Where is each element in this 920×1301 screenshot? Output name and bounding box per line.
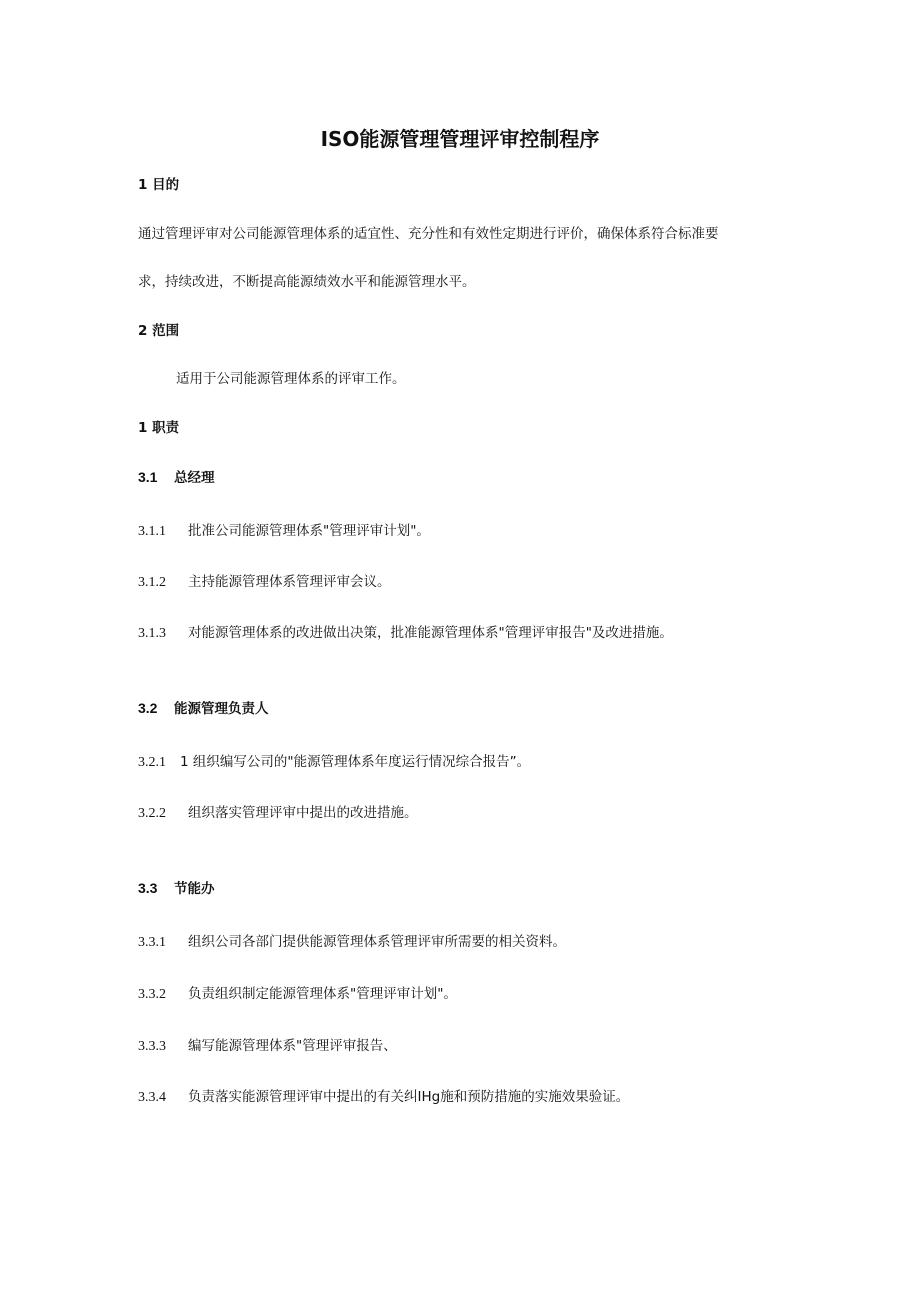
list-item	[138, 521, 430, 542]
item-number: 3.3.4	[138, 1090, 166, 1105]
document-title: ISO能源管理管理评审控制程序	[320, 127, 600, 151]
subsection-heading-energy-office	[138, 878, 215, 899]
list-item	[138, 984, 457, 1005]
subsection-number: 3.2	[138, 700, 158, 716]
scope-text: 适用于公司能源管理体系的评审工作。	[176, 371, 406, 387]
item-text: 组织落实管理评审中提出的改进措施。	[188, 805, 418, 821]
section-heading-scope: 2 范围	[138, 323, 180, 339]
section-heading-responsibilities: 1 职责	[138, 420, 180, 436]
list-item	[138, 572, 391, 593]
list-item	[138, 932, 566, 953]
item-text: 负责落实能源管理评审中提出的有关纠IHg施和预防措施的实施效果验证。	[188, 1089, 630, 1105]
list-item	[138, 623, 673, 644]
item-text: 1 组织编写公司的"能源管理体系年度运行情况综合报告”。	[180, 754, 531, 770]
subsection-title: 节能办	[174, 881, 215, 897]
subsection-heading-gm	[138, 467, 215, 488]
subsection-title: 总经理	[174, 470, 215, 486]
list-item	[138, 1036, 397, 1057]
subsection-number: 3.3	[138, 880, 158, 896]
item-text: 负责组织制定能源管理体系"管理评审计划"。	[188, 986, 457, 1002]
item-text: 主持能源管理体系管理评审会议。	[188, 574, 391, 590]
section-heading-purpose: 1 目的	[138, 177, 180, 193]
item-number: 3.1.1	[138, 524, 166, 539]
item-number: 3.1.2	[138, 575, 166, 590]
list-item	[138, 803, 418, 824]
item-number: 3.3.1	[138, 935, 166, 950]
item-text: 编写能源管理体系"管理评审报告、	[188, 1038, 397, 1054]
purpose-text-line-2: 求，持续改进，不断提高能源绩效水平和能源管理水平。	[138, 274, 476, 290]
item-number: 3.1.3	[138, 626, 166, 641]
subsection-heading-energy-manager	[138, 698, 269, 719]
purpose-text-line-1: 通过管理评审对公司能源管理体系的适宜性、充分性和有效性定期进行评价，确保体系符合标准要	[138, 226, 719, 242]
list-item	[138, 752, 530, 773]
item-number: 3.2.2	[138, 806, 166, 821]
item-number: 3.3.3	[138, 1039, 166, 1054]
item-text: 组织公司各部门提供能源管理体系管理评审所需要的相关资料。	[188, 934, 566, 950]
list-item	[138, 1087, 629, 1108]
subsection-title: 能源管理负责人	[174, 701, 269, 717]
item-number: 3.3.2	[138, 987, 166, 1002]
item-text: 批准公司能源管理体系"管理评审计划"。	[188, 523, 430, 539]
subsection-number: 3.1	[138, 469, 158, 485]
item-number: 3.2.1	[138, 755, 166, 770]
item-text: 对能源管理体系的改进做出决策，批准能源管理体系"管理评审报告"及改进措施。	[188, 625, 673, 641]
